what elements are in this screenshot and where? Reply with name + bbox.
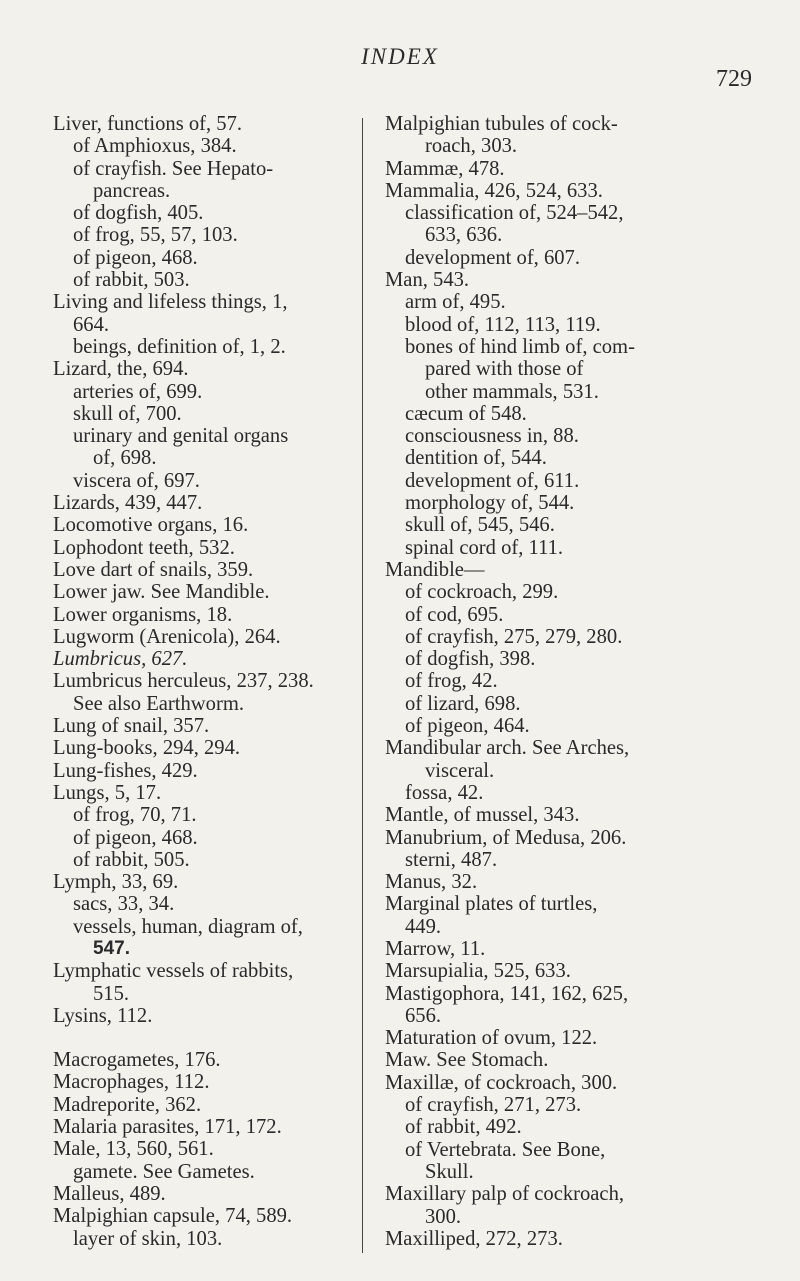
index-subentry: spinal cord of, 111. [405, 536, 564, 559]
index-subentry: of pigeon, 468. [73, 826, 198, 849]
index-entry: Malpighian capsule, 74, 589. [53, 1205, 293, 1228]
index-subentry: layer of skin, 103. [73, 1227, 223, 1250]
column-divider [362, 118, 363, 1253]
index-subentry-cont: 633, 636. [425, 224, 503, 247]
index-entry: Lumbricus herculeus, 237, 238. [53, 670, 314, 693]
index-entry: Mantle, of mussel, 343. [385, 804, 580, 827]
index-subentry: bones of hind limb of, com- [405, 335, 635, 358]
index-entry: Living and lifeless things, 1, [53, 291, 288, 314]
index-entry: Lugworm (Arenicola), 264. [53, 625, 281, 648]
index-subentry: of pigeon, 464. [405, 715, 530, 738]
index-cross-reference: See also Earthworm. [73, 692, 244, 715]
index-subentry: of Vertebrata. See Bone, [405, 1138, 606, 1161]
index-subentry: of frog, 70, 71. [73, 804, 197, 827]
index-entry: Macrophages, 112. [53, 1071, 210, 1094]
index-subentry: development of, 611. [405, 469, 580, 492]
index-entry: Marsupialia, 525, 633. [385, 960, 571, 983]
index-subentry-cont: Skull. [425, 1160, 474, 1183]
index-entry-cont: 656. [405, 1004, 442, 1027]
index-subentry: sterni, 487. [405, 848, 498, 871]
index-subentry-cont: of, 698. [93, 447, 157, 470]
index-subentry: fossa, 42. [405, 781, 484, 804]
index-subentry: sacs, 33, 34. [73, 893, 175, 916]
index-entry: Mammalia, 426, 524, 633. [385, 179, 603, 202]
index-entry: Lungs, 5, 17. [53, 781, 162, 804]
index-subentry-cont: pancreas. [93, 179, 171, 202]
index-entry: Lower jaw. See Mandible. [53, 581, 270, 604]
index-subentry: blood of, 112, 113, 119. [405, 313, 601, 336]
index-entry: Male, 13, 560, 561. [53, 1138, 214, 1161]
index-subentry: of dogfish, 398. [405, 648, 536, 671]
index-subentry: of crayfish, 271, 273. [405, 1094, 582, 1117]
index-subentry: beings, definition of, 1, 2. [73, 335, 286, 358]
index-subentry: of frog, 42. [405, 670, 498, 693]
index-subentry-cont: pared with those of [425, 358, 584, 381]
index-subentry: of pigeon, 468. [73, 246, 198, 269]
index-entry: Lower organisms, 18. [53, 603, 233, 626]
section-gap [53, 1027, 375, 1049]
index-entry-cont: 449. [405, 915, 442, 938]
index-entry: Marrow, 11. [385, 937, 486, 960]
index-subentry: of cockroach, 299. [405, 581, 559, 604]
index-entry: Malleus, 489. [53, 1182, 166, 1205]
index-entry-cont: 515. [93, 982, 130, 1005]
index-subentry: of lizard, 698. [405, 692, 521, 715]
index-subentry: of frog, 55, 57, 103. [73, 224, 238, 247]
index-subentry: dentition of, 544. [405, 447, 547, 470]
index-entry: Lophodont teeth, 532. [53, 536, 235, 559]
index-subentry: development of, 607. [405, 246, 581, 269]
index-entry: Malaria parasites, 171, 172. [53, 1116, 282, 1139]
index-subentry: of crayfish, 275, 279, 280. [405, 625, 623, 648]
index-subentry: of cod, 695. [405, 603, 504, 626]
index-entry: Lung-fishes, 429. [53, 759, 198, 782]
index-entry: Madreporite, 362. [53, 1093, 202, 1116]
index-entry: Mammæ, 478. [385, 157, 505, 180]
index-entry: Lung of snail, 357. [53, 715, 210, 738]
index-entry: Man, 543. [385, 269, 470, 292]
index-column-right [385, 113, 740, 1250]
index-subentry: viscera of, 697. [73, 469, 200, 492]
index-subentry: gamete. See Gametes. [73, 1160, 255, 1183]
index-entry: Manubrium, of Medusa, 206. [385, 826, 627, 849]
index-entry: Marginal plates of turtles, [385, 893, 598, 916]
page-number: 729 [716, 66, 752, 92]
index-subentry: of crayfish. See Hepato- [73, 157, 274, 180]
index-entry: Maw. See Stomach. [385, 1049, 549, 1072]
index-entry: Locomotive organs, 16. [53, 514, 249, 537]
index-column-left [53, 113, 375, 1250]
index-subentry-cont: other mammals, 531. [425, 380, 599, 403]
index-subentry: urinary and genital organs [73, 425, 289, 448]
index-subentry: skull of, 700. [73, 402, 182, 425]
index-subentry: of rabbit, 492. [405, 1116, 522, 1139]
index-entry-cont: 300. [425, 1205, 462, 1228]
index-entry: Maxilliped, 272, 273. [385, 1227, 563, 1250]
index-subentry: of Amphioxus, 384. [73, 135, 237, 158]
index-subentry-cont: 547. [93, 937, 130, 959]
index-subentry: consciousness in, 88. [405, 425, 579, 448]
index-entry: Lizard, the, 694. [53, 358, 189, 381]
index-entry: Lumbricus, 627. [53, 648, 188, 671]
index-subentry: arm of, 495. [405, 291, 506, 314]
index-entry: Lizards, 439, 447. [53, 492, 203, 515]
index-entry-cont: visceral. [425, 759, 495, 782]
index-entry-cont: roach, 303. [425, 135, 518, 158]
index-subentry: cæcum of 548. [405, 402, 527, 425]
index-subentry: skull of, 545, 546. [405, 514, 555, 537]
index-entry: Lung-books, 294, 294. [53, 737, 241, 760]
index-subentry: arteries of, 699. [73, 380, 203, 403]
index-entry: Lymph, 33, 69. [53, 871, 179, 894]
index-entry: Mandibular arch. See Arches, [385, 737, 630, 760]
index-entry: Maturation of ovum, 122. [385, 1027, 598, 1050]
index-subentry: of rabbit, 505. [73, 848, 190, 871]
index-entry: Malpighian tubules of cock- [385, 113, 618, 135]
index-entry-cont: 664. [73, 313, 110, 336]
index-entry: Lysins, 112. [53, 1004, 153, 1027]
index-subentry: of dogfish, 405. [73, 202, 204, 225]
index-subentry: classification of, 524–542, [405, 202, 624, 225]
index-entry: Mandible— [385, 558, 485, 581]
index-subentry: vessels, human, diagram of, [73, 915, 303, 938]
index-entry: Maxillæ, of cockroach, 300. [385, 1071, 618, 1094]
index-entry: Manus, 32. [385, 871, 478, 894]
running-head: INDEX [361, 44, 439, 69]
index-entry: Macrogametes, 176. [53, 1049, 221, 1072]
index-entry: Lymphatic vessels of rabbits, [53, 960, 294, 983]
index-subentry: morphology of, 544. [405, 492, 575, 515]
index-entry: Liver, functions of, 57. [53, 113, 243, 135]
index-entry: Love dart of snails, 359. [53, 558, 254, 581]
index-subentry: of rabbit, 503. [73, 269, 190, 292]
index-entry: Maxillary palp of cockroach, [385, 1183, 625, 1206]
index-entry: Mastigophora, 141, 162, 625, [385, 982, 629, 1005]
